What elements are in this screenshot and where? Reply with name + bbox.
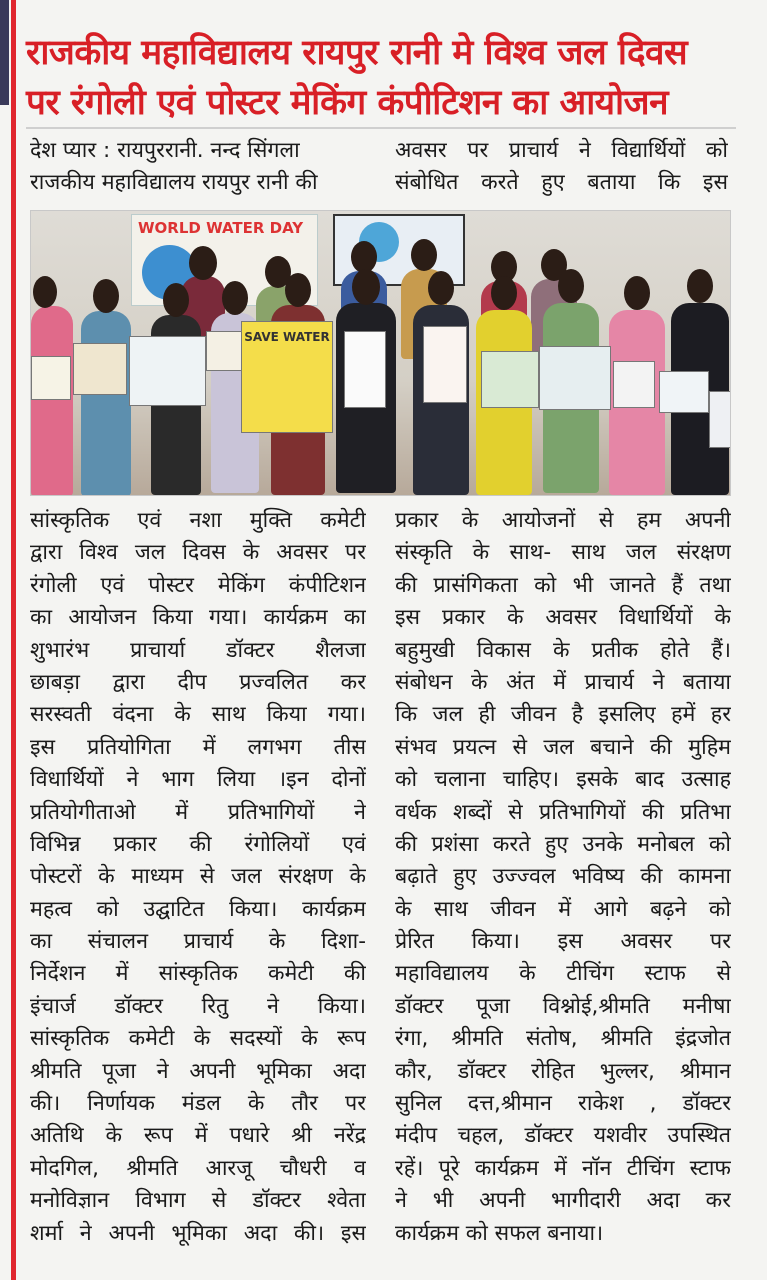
body-right-line: को चलाना चाहिए। इसके बाद उत्साह	[395, 767, 731, 793]
event-photo	[30, 210, 731, 496]
poster-title: SAVE WATER	[244, 330, 330, 344]
poster	[73, 343, 127, 395]
body-right-line: बढ़ाते हुए उज्ज्वल भविष्य की कामना	[395, 864, 731, 890]
body-right-column	[395, 505, 731, 1250]
body-right-line: संस्कृति के साथ- साथ जल संरक्षण	[395, 540, 731, 566]
poster	[709, 391, 731, 448]
body-left-line: विधार्थियों ने भाग लिया ।इन दोनों	[30, 767, 366, 793]
body-right-line: ने भी अपनी भागीदारी अदा कर	[395, 1188, 731, 1214]
body-left-line: इस प्रतियोगिता में लगभग तीस	[30, 734, 366, 760]
body-left-line: पोस्टरों के माध्यम से जल संरक्षण के	[30, 864, 366, 890]
body-right-line: रंगा, श्रीमति संतोष, श्रीमति इंद्रजोत	[395, 1026, 731, 1052]
body-left-line: महत्व को उद्घाटित किया। कार्यक्रम	[30, 896, 366, 922]
poster	[129, 336, 206, 406]
body-left-line: का आयोजन किया गया। कार्यक्रम का	[30, 605, 366, 631]
body-left-line: सांस्कृतिक कमेटी के सदस्यों के रूप	[30, 1026, 366, 1052]
body-right-line: की प्रशंसा करते हुए उनके मनोबल को	[395, 831, 731, 857]
body-left-line: प्रतियोगीताओ में प्रतिभागियों ने	[30, 799, 366, 825]
body-right-line: इस प्रकार के अवसर विधार्थियों के	[395, 605, 731, 631]
intro-left-column	[30, 135, 368, 200]
body-right-line: कौर, डॉक्टर रोहित भुल्लर, श्रीमान	[395, 1058, 731, 1084]
poster	[423, 326, 467, 403]
body-left-line: मोदगिल, श्रीमति आरजू चौधरी व	[30, 1155, 366, 1181]
intro-left-line: राजकीय महाविद्यालय रायपुर रानी की	[30, 170, 318, 196]
body-left-line: अतिथि के रूप में पधारे श्री नरेंद्र	[30, 1123, 366, 1149]
intro-right-line: अवसर पर प्राचार्य ने विद्यार्थियों को	[395, 138, 728, 163]
poster	[539, 346, 611, 410]
headline-line-1: राजकीय महाविद्यालय रायपुर रानी मे विश्व जल दिवस	[26, 33, 688, 73]
body-right-line: संभव प्रयत्न से जल बचाने की मुहिम	[395, 734, 731, 760]
body-right-line: प्रकार के आयोजनों से हम अपनी	[395, 508, 731, 533]
body-left-column	[30, 505, 366, 1250]
body-left-line: छाबड़ा द्वारा दीप प्रज्वलित कर	[30, 669, 366, 695]
body-left-line: मनोविज्ञान विभाग से डॉक्टर श्वेता	[30, 1188, 366, 1214]
body-right-line: वर्धक शब्दों से प्रतिभागियों की प्रतिभा	[395, 799, 731, 825]
page-edge-strip	[0, 0, 9, 105]
headline-line-2: पर रंगोली एवं पोस्टर मेकिंग कंपीटिशन का आयोजन	[26, 83, 669, 123]
body-left-line: का संचालन प्राचार्य के दिशा-	[30, 929, 366, 955]
body-right-line: महाविद्यालय के टीचिंग स्टाफ से	[395, 961, 731, 987]
body-left-line: विभिन्न प्रकार की रंगोलियों एवं	[30, 831, 366, 857]
body-right-line: डॉक्टर पूजा विश्नोई,श्रीमति मनीषा	[395, 993, 731, 1019]
body-right-line: की प्रासंगिकता को भी जानते हैं तथा	[395, 572, 731, 598]
save-water-poster	[241, 321, 333, 433]
body-left-line: सांस्कृतिक एवं नशा मुक्ति कमेटी	[30, 508, 366, 533]
body-right-line: प्रेरित किया। इस अवसर पर	[395, 929, 731, 955]
intro-right-line: संबोधित करते हुए बताया कि इस	[395, 170, 728, 196]
headline	[26, 28, 761, 128]
poster	[481, 351, 539, 408]
body-right-line: बहुमुखी विकास के प्रतीक होते हैं।	[395, 637, 731, 663]
body-right-line: सुनिल दत्त,श्रीमान राकेश , डॉक्टर	[395, 1091, 731, 1117]
body-right-line: मंदीप चहल, डॉक्टर यशवीर उपस्थित	[395, 1123, 731, 1149]
body-right-line: कार्यक्रम को सफल बनाया।	[395, 1220, 604, 1246]
body-left-line: की। निर्णायक मंडल के तौर पर	[30, 1091, 366, 1117]
poster	[613, 361, 655, 408]
body-right-line: संबोधन के अंत में प्राचार्य ने बताया	[395, 669, 731, 695]
poster	[31, 356, 71, 400]
body-left-line: रंगोली एवं पोस्टर मेकिंग कंपीटिशन	[30, 572, 366, 598]
body-left-line: निर्देशन में सांस्कृतिक कमेटी की	[30, 961, 366, 987]
red-column-rule	[11, 0, 16, 1280]
headline-divider	[26, 127, 736, 129]
poster	[659, 371, 709, 413]
body-left-line: शर्मा ने अपनी भूमिका अदा की। इस	[30, 1220, 366, 1246]
body-right-line: के साथ जीवन में आगे बढ़ने को	[395, 896, 731, 922]
body-right-line: कि जल ही जीवन है इसलिए हमें हर	[395, 702, 731, 728]
body-right-line: रहें। पूरे कार्यक्रम में नॉन टीचिंग स्टाफ	[395, 1155, 731, 1181]
body-left-line: शुभारंभ प्राचार्या डॉक्टर शैलजा	[30, 637, 366, 663]
body-left-line: श्रीमति पूजा ने अपनी भूमिका अदा	[30, 1058, 366, 1084]
body-left-line: इंचार्ज डॉक्टर रितु ने किया।	[30, 993, 366, 1019]
poster	[344, 331, 386, 408]
banner-title: WORLD WATER DAY	[138, 219, 304, 237]
body-left-line: द्वारा विश्व जल दिवस के अवसर पर	[30, 540, 366, 566]
intro-left-line: देश प्यार : रायपुररानी. नन्द सिंगला	[30, 138, 300, 163]
body-left-line: सरस्वती वंदना के साथ किया गया।	[30, 702, 366, 728]
intro-right-column	[395, 135, 728, 200]
